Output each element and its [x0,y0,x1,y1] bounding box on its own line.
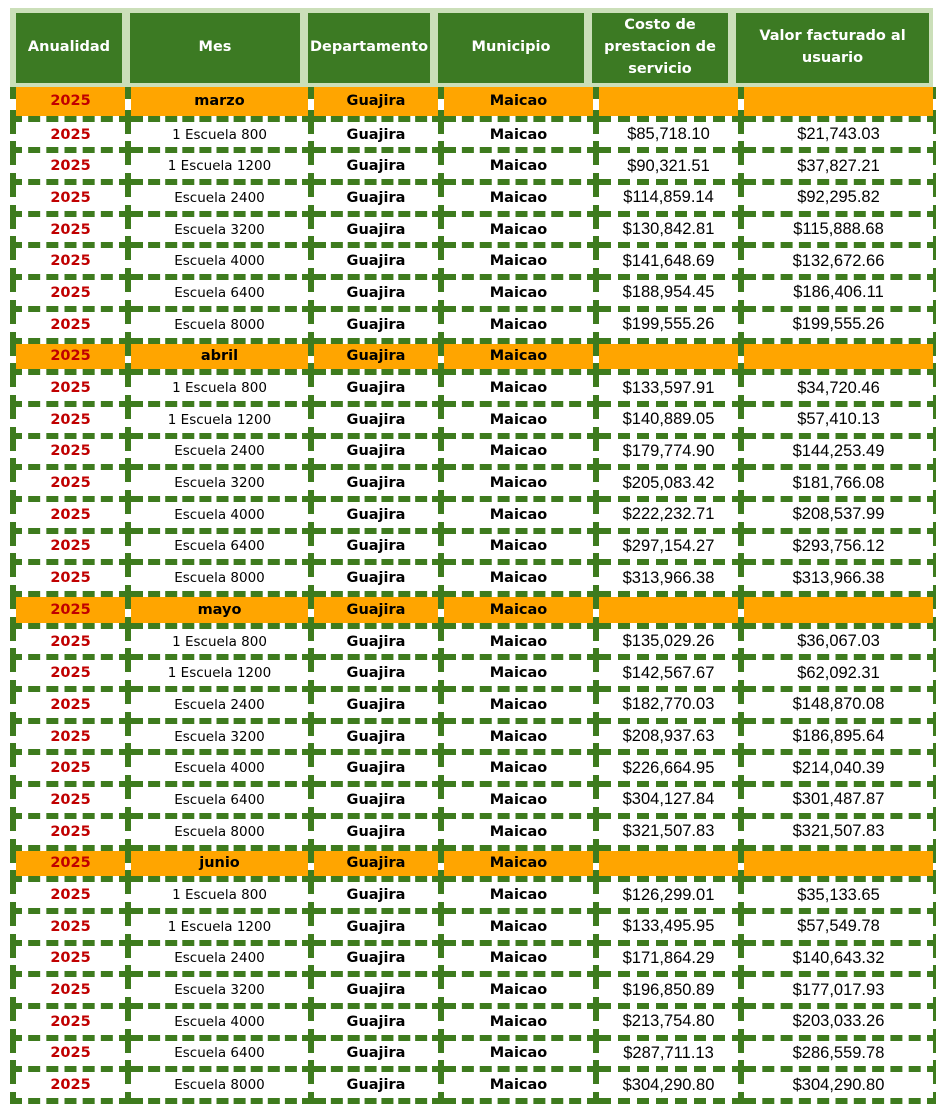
data-row [13,150,936,182]
cell-mes[interactable]: Escuela 3200 [128,721,311,753]
cell-costo[interactable]: $321,507.83 [596,816,741,848]
cell-municipio[interactable]: Maicao [441,499,596,531]
cell-valor[interactable]: $36,067.03 [741,626,936,658]
cell-valor[interactable]: $132,672.66 [741,245,936,277]
cell-anualidad[interactable]: 2025 [13,87,128,119]
cell-departamento[interactable]: Guajira [311,626,441,658]
cell-valor[interactable]: $177,017.93 [741,974,936,1006]
table-header-row [10,8,933,87]
cell-costo-selected[interactable]: $313,966.38 [596,562,741,594]
cell-valor[interactable]: $321,507.83 [741,816,936,848]
cell-mes[interactable]: Escuela 6400 [128,1038,311,1070]
cell-costo[interactable]: $297,154.27 [596,531,741,563]
cell-valor[interactable]: $301,487.87 [741,784,936,816]
data-row [13,689,936,721]
cell-valor[interactable]: $286,559.78 [741,1038,936,1070]
cell-costo[interactable]: $140,889.05 [596,404,741,436]
column-header-costo[interactable]: Costo de prestacion de servicio [592,13,728,83]
data-row [13,1069,936,1101]
data-row [13,721,936,753]
cell-municipio[interactable]: Maicao [441,911,596,943]
cell-valor[interactable]: $35,133.65 [741,879,936,911]
cell-departamento[interactable]: Guajira [311,531,441,563]
cell-municipio[interactable]: Maicao [441,1038,596,1070]
cell-anualidad[interactable]: 2025 [13,879,128,911]
cell-departamento[interactable]: Guajira [311,277,441,309]
cell-departamento[interactable]: Guajira [311,150,441,182]
cell-valor[interactable]: $186,406.11 [741,277,936,309]
cell-costo[interactable] [596,594,741,626]
column-header-anualidad[interactable]: Anualidad [16,13,122,83]
cell-mes[interactable]: Escuela 8000 [128,562,311,594]
cell-costo[interactable]: $304,127.84 [596,784,741,816]
data-row [13,879,936,911]
cell-mes[interactable]: Escuela 6400 [128,531,311,563]
cell-mes[interactable]: Escuela 6400 [128,277,311,309]
data-row [13,309,936,341]
cell-mes[interactable]: Escuela 4000 [128,499,311,531]
cell-mes[interactable]: Escuela 3200 [128,214,311,246]
cell-mes[interactable]: mayo [128,594,311,626]
cell-municipio[interactable]: Maicao [441,467,596,499]
cell-anualidad[interactable]: 2025 [13,911,128,943]
data-row [13,974,936,1006]
cell-costo[interactable]: $142,567.67 [596,657,741,689]
cell-anualidad[interactable]: 2025 [13,1038,128,1070]
cell-mes[interactable]: Escuela 4000 [128,245,311,277]
cell-departamento[interactable]: Guajira [311,436,441,468]
cell-costo[interactable] [596,341,741,373]
cell-municipio[interactable]: Maicao [441,404,596,436]
cell-anualidad[interactable]: 2025 [13,341,128,373]
cell-municipio[interactable]: Maicao [441,974,596,1006]
cell-departamento[interactable]: Guajira [311,974,441,1006]
cell-anualidad[interactable]: 2025 [13,404,128,436]
cell-valor[interactable]: $199,555.26 [741,309,936,341]
cell-departamento[interactable]: Guajira [311,119,441,151]
cell-departamento[interactable]: Guajira [311,562,441,594]
cell-valor[interactable]: $37,827.21 [741,150,936,182]
cell-costo[interactable]: $90,321.51 [596,150,741,182]
data-row [13,657,936,689]
cell-valor[interactable] [741,848,936,880]
cell-departamento[interactable]: Guajira [311,752,441,784]
cell-municipio[interactable]: Maicao [441,562,596,594]
cell-municipio[interactable]: Maicao [441,626,596,658]
cell-municipio[interactable]: Maicao [441,87,596,119]
cell-costo[interactable]: $179,774.90 [596,436,741,468]
cell-mes[interactable]: Escuela 2400 [128,436,311,468]
spreadsheet-table [10,8,933,1104]
cell-municipio[interactable]: Maicao [441,372,596,404]
cell-mes[interactable]: Escuela 8000 [128,1069,311,1101]
cell-valor[interactable]: $144,253.49 [741,436,936,468]
cell-anualidad[interactable]: 2025 [13,784,128,816]
cell-municipio[interactable]: Maicao [441,531,596,563]
cell-costo[interactable]: $126,299.01 [596,879,741,911]
cell-valor-selected[interactable]: $313,966.38 [741,562,936,594]
data-row [13,499,936,531]
cell-departamento[interactable]: Guajira [311,1006,441,1038]
cell-departamento[interactable]: Guajira [311,879,441,911]
cell-costo[interactable]: $226,664.95 [596,752,741,784]
data-row [13,752,936,784]
cell-valor[interactable]: $140,643.32 [741,943,936,975]
cell-municipio[interactable]: Maicao [441,245,596,277]
data-row [13,245,936,277]
cell-departamento[interactable]: Guajira [311,594,441,626]
cell-departamento[interactable]: Guajira [311,372,441,404]
cell-municipio[interactable]: Maicao [441,341,596,373]
cell-departamento[interactable]: Guajira [311,214,441,246]
cell-municipio[interactable]: Maicao [441,657,596,689]
cell-valor[interactable] [741,341,936,373]
data-row [13,562,936,594]
data-row [13,182,936,214]
cell-valor[interactable]: $57,410.13 [741,404,936,436]
cell-anualidad[interactable]: 2025 [13,752,128,784]
cell-departamento[interactable]: Guajira [311,784,441,816]
cell-costo[interactable] [596,848,741,880]
cell-departamento[interactable]: Guajira [311,245,441,277]
cell-anualidad[interactable]: 2025 [13,594,128,626]
cell-costo[interactable]: $205,083.42 [596,467,741,499]
cell-anualidad[interactable]: 2025 [13,436,128,468]
cell-costo[interactable]: $85,718.10 [596,119,741,151]
cell-mes[interactable]: 1 Escuela 1200 [128,911,311,943]
column-header-departamento[interactable]: Departamento [308,13,430,83]
cell-departamento[interactable]: Guajira [311,341,441,373]
month-divider-row [13,87,936,119]
cell-mes[interactable]: 1 Escuela 800 [128,879,311,911]
cell-municipio[interactable]: Maicao [441,1006,596,1038]
cell-valor[interactable]: $57,549.78 [741,911,936,943]
cell-municipio[interactable]: Maicao [441,119,596,151]
cell-departamento[interactable]: Guajira [311,499,441,531]
cell-mes[interactable]: 1 Escuela 800 [128,372,311,404]
data-row [13,911,936,943]
cell-costo[interactable]: $213,754.80 [596,1006,741,1038]
cell-departamento[interactable]: Guajira [311,721,441,753]
column-header-valor[interactable]: Valor facturado al usuario [736,13,929,83]
cell-valor[interactable]: $62,092.31 [741,657,936,689]
data-row [13,784,936,816]
data-grid [10,87,936,1104]
cell-mes[interactable]: 1 Escuela 800 [128,626,311,658]
cell-municipio[interactable]: Maicao [441,784,596,816]
cell-departamento[interactable]: Guajira [311,816,441,848]
data-row [13,436,936,468]
cell-anualidad[interactable]: 2025 [13,499,128,531]
cell-anualidad[interactable]: 2025 [13,848,128,880]
cell-mes[interactable]: Escuela 4000 [128,752,311,784]
month-divider-row [13,594,936,626]
cell-mes[interactable]: junio [128,848,311,880]
data-row [13,1038,936,1070]
cell-mes[interactable]: Escuela 2400 [128,943,311,975]
cell-costo[interactable]: $196,850.89 [596,974,741,1006]
cell-costo[interactable]: $287,711.13 [596,1038,741,1070]
cell-departamento[interactable]: Guajira [311,182,441,214]
cell-valor[interactable]: $148,870.08 [741,689,936,721]
data-row [13,214,936,246]
cell-anualidad[interactable]: 2025 [13,816,128,848]
cell-anualidad[interactable]: 2025 [13,119,128,151]
cell-valor[interactable]: $34,720.46 [741,372,936,404]
cell-mes[interactable]: Escuela 4000 [128,1006,311,1038]
data-row [13,277,936,309]
cell-valor[interactable]: $92,295.82 [741,182,936,214]
cell-anualidad[interactable]: 2025 [13,372,128,404]
cell-mes[interactable]: 1 Escuela 800 [128,119,311,151]
cell-costo[interactable]: $199,555.26 [596,309,741,341]
cell-costo[interactable]: $135,029.26 [596,626,741,658]
cell-departamento[interactable]: Guajira [311,467,441,499]
cell-anualidad[interactable]: 2025 [13,974,128,1006]
cell-departamento[interactable]: Guajira [311,657,441,689]
cell-costo[interactable]: $130,842.81 [596,214,741,246]
cell-valor[interactable] [741,87,936,119]
cell-anualidad[interactable]: 2025 [13,309,128,341]
cell-valor[interactable]: $181,766.08 [741,467,936,499]
cell-anualidad[interactable]: 2025 [13,245,128,277]
cell-costo[interactable] [596,87,741,119]
cell-mes[interactable]: Escuela 2400 [128,689,311,721]
cell-municipio[interactable]: Maicao [441,1069,596,1101]
cell-municipio[interactable]: Maicao [441,943,596,975]
cell-municipio[interactable]: Maicao [441,277,596,309]
cell-valor[interactable]: $115,888.68 [741,214,936,246]
cell-municipio[interactable]: Maicao [441,752,596,784]
cell-municipio[interactable]: Maicao [441,816,596,848]
data-row [13,467,936,499]
cell-anualidad[interactable]: 2025 [13,531,128,563]
cell-anualidad[interactable]: 2025 [13,943,128,975]
cell-departamento[interactable]: Guajira [311,848,441,880]
cell-valor[interactable]: $203,033.26 [741,1006,936,1038]
cell-anualidad[interactable]: 2025 [13,721,128,753]
cell-costo[interactable]: $171,864.29 [596,943,741,975]
cell-anualidad[interactable]: 2025 [13,1006,128,1038]
cell-departamento[interactable]: Guajira [311,404,441,436]
cell-mes[interactable]: 1 Escuela 1200 [128,404,311,436]
cell-municipio[interactable]: Maicao [441,182,596,214]
data-row [13,119,936,151]
cell-costo[interactable]: $182,770.03 [596,689,741,721]
cell-costo[interactable]: $188,954.45 [596,277,741,309]
cell-anualidad[interactable]: 2025 [13,562,128,594]
data-row [13,404,936,436]
cell-anualidad[interactable]: 2025 [13,150,128,182]
cell-costo[interactable]: $133,597.91 [596,372,741,404]
cell-anualidad[interactable]: 2025 [13,626,128,658]
cell-valor[interactable]: $208,537.99 [741,499,936,531]
data-row [13,816,936,848]
cell-costo[interactable]: $133,495.95 [596,911,741,943]
cell-departamento[interactable]: Guajira [311,689,441,721]
data-row [13,626,936,658]
cell-municipio[interactable]: Maicao [441,689,596,721]
cell-valor[interactable]: $21,743.03 [741,119,936,151]
cell-valor[interactable]: $214,040.39 [741,752,936,784]
column-header-municipio[interactable]: Municipio [438,13,584,83]
cell-mes[interactable]: Escuela 3200 [128,467,311,499]
cell-anualidad[interactable]: 2025 [13,214,128,246]
data-row [13,531,936,563]
cell-municipio[interactable]: Maicao [441,214,596,246]
cell-costo[interactable]: $208,937.63 [596,721,741,753]
cell-mes[interactable]: Escuela 3200 [128,974,311,1006]
cell-costo[interactable]: $114,859.14 [596,182,741,214]
cell-valor[interactable]: $186,895.64 [741,721,936,753]
cell-costo[interactable]: $141,648.69 [596,245,741,277]
cell-municipio[interactable]: Maicao [441,721,596,753]
cell-mes[interactable]: Escuela 8000 [128,816,311,848]
month-divider-row [13,848,936,880]
cell-departamento[interactable]: Guajira [311,309,441,341]
data-row [13,372,936,404]
cell-anualidad[interactable]: 2025 [13,1069,128,1101]
cell-departamento[interactable]: Guajira [311,943,441,975]
cell-valor[interactable] [741,594,936,626]
cell-municipio[interactable]: Maicao [441,436,596,468]
cell-municipio[interactable]: Maicao [441,309,596,341]
cell-anualidad[interactable]: 2025 [13,277,128,309]
cell-mes[interactable]: marzo [128,87,311,119]
column-header-mes[interactable]: Mes [130,13,300,83]
cell-mes[interactable]: abril [128,341,311,373]
cell-municipio[interactable]: Maicao [441,879,596,911]
cell-departamento[interactable]: Guajira [311,1069,441,1101]
cell-costo[interactable]: $304,290.80 [596,1069,741,1101]
cell-valor[interactable]: $293,756.12 [741,531,936,563]
cell-mes[interactable]: Escuela 2400 [128,182,311,214]
cell-valor[interactable]: $304,290.80 [741,1069,936,1101]
cell-costo[interactable]: $222,232.71 [596,499,741,531]
cell-departamento[interactable]: Guajira [311,911,441,943]
data-row [13,943,936,975]
cell-municipio[interactable]: Maicao [441,848,596,880]
cell-departamento[interactable]: Guajira [311,87,441,119]
cell-municipio[interactable]: Maicao [441,594,596,626]
data-row [13,1006,936,1038]
table-body [13,87,936,1101]
cell-anualidad[interactable]: 2025 [13,467,128,499]
cell-mes[interactable]: Escuela 8000 [128,309,311,341]
month-divider-row [13,341,936,373]
cell-mes[interactable]: Escuela 6400 [128,784,311,816]
cell-mes[interactable]: 1 Escuela 1200 [128,657,311,689]
cell-anualidad[interactable]: 2025 [13,689,128,721]
cell-departamento[interactable]: Guajira [311,1038,441,1070]
cell-municipio[interactable]: Maicao [441,150,596,182]
cell-mes[interactable]: 1 Escuela 1200 [128,150,311,182]
cell-anualidad[interactable]: 2025 [13,182,128,214]
cell-anualidad[interactable]: 2025 [13,657,128,689]
